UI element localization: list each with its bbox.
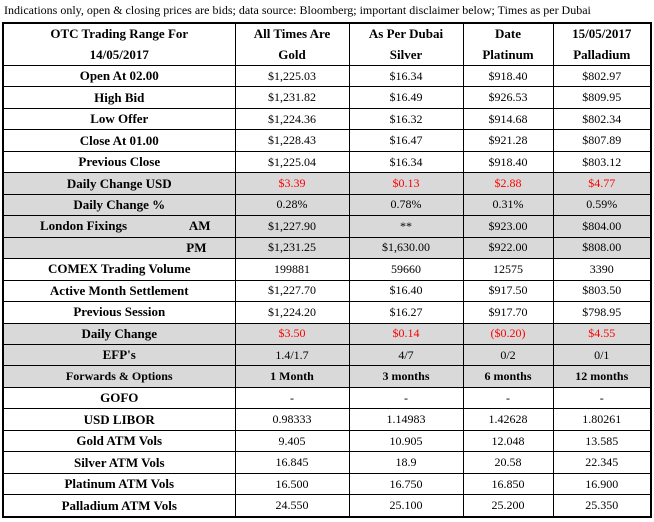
palladium-value: $802.34 — [553, 108, 651, 129]
gold-value: 199881 — [235, 259, 349, 280]
header-cell: Forwards & Options — [3, 366, 235, 387]
6-months-value: 16.850 — [463, 473, 553, 494]
1-month-value: - — [235, 387, 349, 408]
table-row — [3, 216, 651, 237]
table-row — [3, 108, 651, 129]
3-months-value: - — [349, 387, 463, 408]
silver-value: 4/7 — [349, 345, 463, 366]
row-label: GOFO — [3, 387, 235, 408]
palladium-value: $802.97 — [553, 65, 651, 86]
platinum-value: $917.50 — [463, 280, 553, 301]
3-months-value: 10.905 — [349, 430, 463, 451]
table-row — [3, 173, 651, 194]
platinum-value: $918.40 — [463, 65, 553, 86]
3-months-value: 16.750 — [349, 473, 463, 494]
silver-value: $0.14 — [349, 323, 463, 344]
6-months-value: 1.42628 — [463, 409, 553, 430]
platinum-value: 0.31% — [463, 194, 553, 215]
row-label: Silver ATM Vols — [3, 452, 235, 473]
gold-value: $1,228.43 — [235, 130, 349, 151]
table-row — [3, 237, 651, 258]
row-label: High Bid — [3, 87, 235, 108]
table-row — [3, 65, 651, 86]
table-row — [3, 130, 651, 151]
platinum-value: $914.68 — [463, 108, 553, 129]
gold-value: $1,227.70 — [235, 280, 349, 301]
header-cell: As Per Dubai — [349, 23, 463, 44]
6-months-value: 25.200 — [463, 495, 553, 517]
platinum-value: $2.88 — [463, 173, 553, 194]
3-months-value: 18.9 — [349, 452, 463, 473]
row-label — [3, 216, 235, 237]
6-months-value: 20.58 — [463, 452, 553, 473]
palladium-value: $4.77 — [553, 173, 651, 194]
header-cell: Silver — [349, 44, 463, 65]
platinum-value: ($0.20) — [463, 323, 553, 344]
palladium-value: $809.95 — [553, 87, 651, 108]
row-label: USD LIBOR — [3, 409, 235, 430]
table-row — [3, 302, 651, 323]
header-cell: OTC Trading Range For — [3, 23, 235, 44]
row-label: Gold ATM Vols — [3, 430, 235, 451]
header-cell: Gold — [235, 44, 349, 65]
table-row — [3, 345, 651, 366]
table-row — [3, 409, 651, 430]
gold-value: $1,231.82 — [235, 87, 349, 108]
gold-value: 1.4/1.7 — [235, 345, 349, 366]
header-cell: Date — [463, 23, 553, 44]
6-months-value: 12.048 — [463, 430, 553, 451]
palladium-value: $4.55 — [553, 323, 651, 344]
silver-value: $0.13 — [349, 173, 463, 194]
gold-value: 0.28% — [235, 194, 349, 215]
palladium-value: $803.50 — [553, 280, 651, 301]
silver-value: ** — [349, 216, 463, 237]
platinum-value: $922.00 — [463, 237, 553, 258]
platinum-value: $918.40 — [463, 151, 553, 172]
silver-value: 59660 — [349, 259, 463, 280]
silver-value: $1,630.00 — [349, 237, 463, 258]
palladium-value: 0/1 — [553, 345, 651, 366]
header-cell: Palladium — [553, 44, 651, 65]
palladium-value: $804.00 — [553, 216, 651, 237]
platinum-value: 0/2 — [463, 345, 553, 366]
header-cell: 14/05/2017 — [3, 44, 235, 65]
row-label: Active Month Settlement — [3, 280, 235, 301]
gold-value: $1,225.03 — [235, 65, 349, 86]
row-label: Daily Change — [3, 323, 235, 344]
gold-value: $1,224.20 — [235, 302, 349, 323]
otc-trading-table — [2, 22, 652, 518]
gold-value: $3.39 — [235, 173, 349, 194]
header-row-2 — [3, 44, 651, 65]
row-label — [3, 237, 235, 258]
table-row — [3, 387, 651, 408]
row-label: Low Offer — [3, 108, 235, 129]
platinum-value: $921.28 — [463, 130, 553, 151]
gold-value: $1,231.25 — [235, 237, 349, 258]
silver-value: $16.49 — [349, 87, 463, 108]
table-row — [3, 430, 651, 451]
12-months-value: 25.350 — [553, 495, 651, 517]
silver-value: $16.47 — [349, 130, 463, 151]
table-row — [3, 452, 651, 473]
12-months-value: 16.900 — [553, 473, 651, 494]
palladium-value: 0.59% — [553, 194, 651, 215]
palladium-value: $807.89 — [553, 130, 651, 151]
platinum-value: 12575 — [463, 259, 553, 280]
silver-value: $16.32 — [349, 108, 463, 129]
row-label: EFP's — [3, 345, 235, 366]
table-row — [3, 473, 651, 494]
12-months-value: - — [553, 387, 651, 408]
palladium-value: 3390 — [553, 259, 651, 280]
table-row — [3, 323, 651, 344]
silver-value: $16.40 — [349, 280, 463, 301]
header-cell: 12 months — [553, 366, 651, 387]
3-months-value: 1.14983 — [349, 409, 463, 430]
1-month-value: 16.500 — [235, 473, 349, 494]
platinum-value: $923.00 — [463, 216, 553, 237]
row-label: Daily Change USD — [3, 173, 235, 194]
gold-value: $1,224.36 — [235, 108, 349, 129]
silver-value: 0.78% — [349, 194, 463, 215]
silver-value: $16.34 — [349, 151, 463, 172]
header-cell: 1 Month — [235, 366, 349, 387]
1-month-value: 0.98333 — [235, 409, 349, 430]
header-cell: All Times Are — [235, 23, 349, 44]
platinum-value: $917.70 — [463, 302, 553, 323]
disclaimer-note: Indications only, open & closing prices are bids; data source: Bloomberg; important disclaimer below; Times as per Dubai — [4, 3, 591, 17]
gold-value: $1,225.04 — [235, 151, 349, 172]
table-row — [3, 259, 651, 280]
12-months-value: 22.345 — [553, 452, 651, 473]
table-row — [3, 194, 651, 215]
6-months-value: - — [463, 387, 553, 408]
row-label: Platinum ATM Vols — [3, 473, 235, 494]
palladium-value: $808.00 — [553, 237, 651, 258]
table-row — [3, 151, 651, 172]
silver-value: $16.27 — [349, 302, 463, 323]
table-row — [3, 280, 651, 301]
row-label-left: London Fixings — [40, 218, 128, 234]
row-label: COMEX Trading Volume — [3, 259, 235, 280]
row-label-pm: PM — [186, 239, 207, 255]
header-row-1 — [3, 23, 651, 44]
1-month-value: 9.405 — [235, 430, 349, 451]
row-label: Previous Session — [3, 302, 235, 323]
12-months-value: 1.80261 — [553, 409, 651, 430]
row-label: Close At 01.00 — [3, 130, 235, 151]
header-cell: 15/05/2017 — [553, 23, 651, 44]
header-cell: 6 months — [463, 366, 553, 387]
row-label: Palladium ATM Vols — [3, 495, 235, 517]
gold-value: $3.50 — [235, 323, 349, 344]
gold-value: $1,227.90 — [235, 216, 349, 237]
table-row — [3, 495, 651, 517]
1-month-value: 24.550 — [235, 495, 349, 517]
1-month-value: 16.845 — [235, 452, 349, 473]
row-label: Open At 02.00 — [3, 65, 235, 86]
row-label: Previous Close — [3, 151, 235, 172]
palladium-value: $798.95 — [553, 302, 651, 323]
row-label-right: AM — [188, 218, 211, 234]
row-label: Daily Change % — [3, 194, 235, 215]
palladium-value: $803.12 — [553, 151, 651, 172]
silver-value: $16.34 — [349, 65, 463, 86]
platinum-value: $926.53 — [463, 87, 553, 108]
header-cell: Platinum — [463, 44, 553, 65]
forwards-header-row — [3, 366, 651, 387]
3-months-value: 25.100 — [349, 495, 463, 517]
header-cell: 3 months — [349, 366, 463, 387]
table-row — [3, 87, 651, 108]
12-months-value: 13.585 — [553, 430, 651, 451]
